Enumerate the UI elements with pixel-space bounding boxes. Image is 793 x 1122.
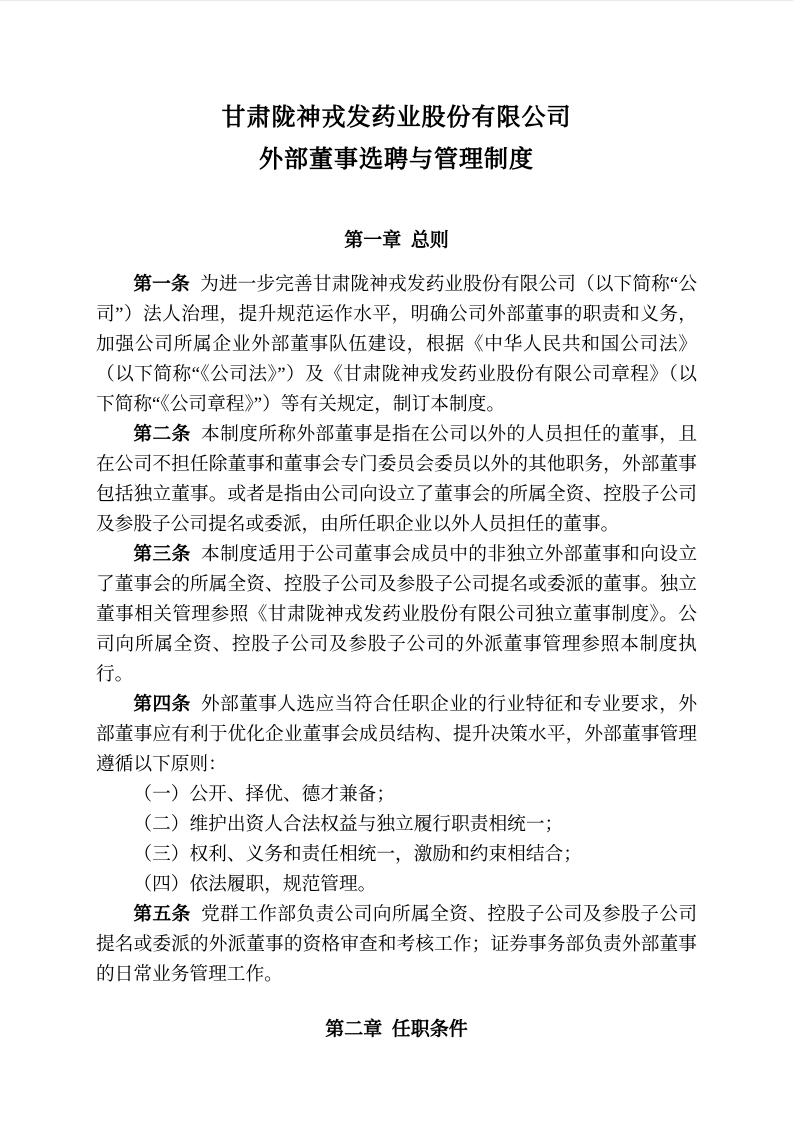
article-3-text: 本制度适用于公司董事会成员中的非独立外部董事和向设立了董事会的所属全资、控股子公司及参股子公司提名或委派的董事。独立董事相关管理参照《甘肃陇神戎发药业股份有限公司独立董事制度》。公司向所属全资、控股子公司及参股子公司的外派董事管理参照本制度执行。 xyxy=(96,544,698,685)
article-4-label: 第四条 xyxy=(133,694,191,715)
chapter-1-title: 总则 xyxy=(410,230,449,251)
article-1-text: 为进一步完善甘肃陇神戎发药业股份有限公司（以下简称“公司”）法人治理，提升规范运作水平，明确公司外部董事的职责和义务，加强公司所属企业外部董事队伍建设，根据《中华人民共和国公司法》（以下简称“《公司法》”）及《甘肃陇神戎发药业股份有限公司章程》（以下简称“《公司章程》”）等有关规定，制订本制度。 xyxy=(96,274,698,415)
doc-title-line-2: 外部董事选聘与管理制度 xyxy=(259,147,534,173)
article-5-paragraph xyxy=(96,900,697,990)
article-3-label: 第三条 xyxy=(133,544,191,565)
principle-item-4: （四）依法履职，规范管理。 xyxy=(133,874,377,895)
article-5-text: 党群工作部负责公司向所属全资、控股子公司及参股子公司提名或委派的外派董事的资格审查和考核工作；证券事务部负责外部董事的日常业务管理工作。 xyxy=(96,904,698,985)
chapter-2-number: 第二章 xyxy=(325,1019,383,1040)
principle-item-2: （二）维护出资人合法权益与独立履行职责相统一； xyxy=(133,814,564,835)
article-2-paragraph xyxy=(96,420,697,540)
article-2-label: 第二条 xyxy=(133,424,191,445)
principle-item-3: （三）权利、义务和责任相统一，激励和约束相结合； xyxy=(133,844,582,865)
chapter-2-title: 任职条件 xyxy=(391,1019,468,1040)
article-2-text: 本制度所称外部董事是指在公司以外的人员担任的董事，且在公司不担任除董事和董事会专门委员会委员以外的其他职务，外部董事包括独立董事。或者是指由公司向设立了董事会的所属全资、控股子公司及参股子公司提名或委派，由所任职企业以外人员担任的董事。 xyxy=(96,424,698,535)
chapter-1-heading xyxy=(96,226,697,256)
chapter-2-heading xyxy=(96,1015,697,1045)
chapter-1-number: 第一章 xyxy=(344,230,402,251)
principle-item-1: （一）公开、择优、德才兼备； xyxy=(133,784,396,805)
article-4-paragraph xyxy=(96,690,697,780)
article-1-label: 第一条 xyxy=(133,274,190,295)
doc-title-line-1: 甘肃陇神戎发药业股份有限公司 xyxy=(221,105,572,131)
article-5-label: 第五条 xyxy=(133,904,191,925)
article-3-paragraph xyxy=(96,540,697,690)
article-1-paragraph xyxy=(96,270,697,420)
article-4-text: 外部董事人选应当符合任职企业的行业特征和专业要求，外部董事应有利于优化企业董事会成员结构、提升决策水平，外部董事管理遵循以下原则： xyxy=(96,694,698,775)
